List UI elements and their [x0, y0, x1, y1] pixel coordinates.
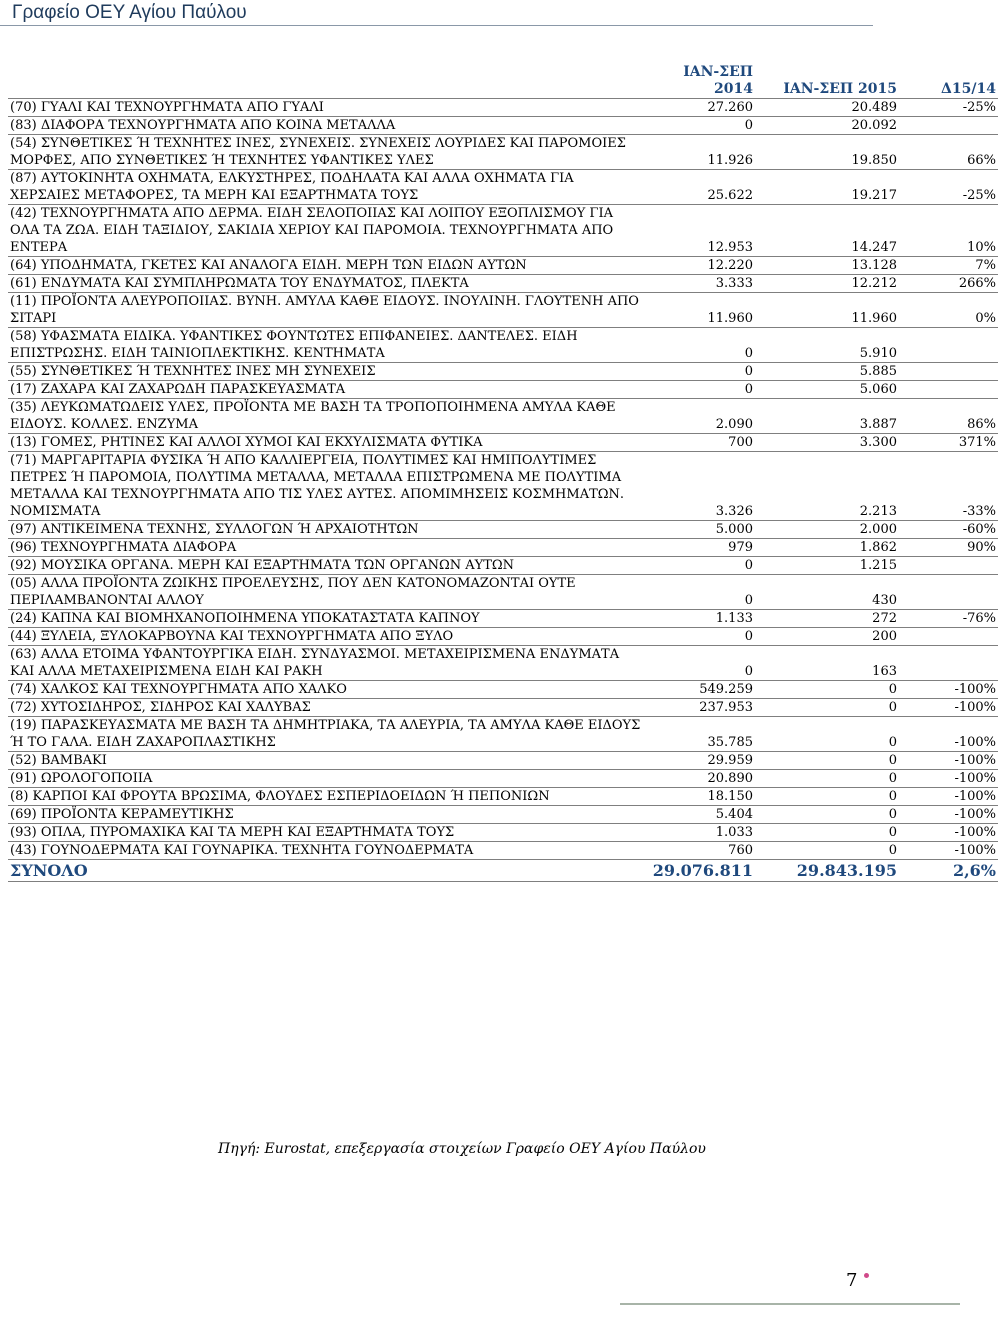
table-row: [8, 539, 998, 557]
table-row: [8, 293, 998, 328]
row-value-2015: 0: [755, 770, 899, 788]
row-value-2014: 760: [643, 842, 755, 860]
row-value-2015: 5.060: [755, 381, 899, 399]
row-name-cell: (97) ΑΝΤΙΚΕΙΜΕΝΑ ΤΕΧΝΗΣ, ΣΥΛΛΟΓΩΝ Ή ΑΡΧΑΙΟΤΗΤΩΝ: [8, 521, 643, 539]
table-row: [8, 770, 998, 788]
row-change: [899, 117, 998, 135]
row-value-2014: 0: [643, 381, 755, 399]
row-value-2014: 549.259: [643, 681, 755, 699]
row-name-cell: (71) ΜΑΡΓΑΡΙΤΑΡΙΑ ΦΥΣΙΚΑ Ή ΑΠΟ ΚΑΛΛΙΕΡΓΕΙΑ, ΠΟΛΥΤΙΜΕΣ ΚΑΙ ΗΜΙΠΟΛΥΤΙΜΕΣ ΠΕΤΡΕΣ Ή ΠΑΡΟΜΟΙΑ, ΠΟΛΥΤΙΜΑ ΜΕΤΑΛΛΑ, ΜΕΤΑΛΛΑ ΕΠΙΣΤΡΩΜΕΝΑ ΜΕ ΠΟΛΥΤΙΜΑ ΜΕΤΑΛΛΑ ΚΑΙ ΤΕΧΝΟΥΡΓΗΜΑΤΑ ΑΠΟ ΤΙΣ ΥΛΕΣ ΑΥΤΕΣ. ΑΠΟΜΙΜΗΣΕΙΣ ΚΟΣΜΗΜΑΤΩΝ. ΝΟΜΙΣΜΑΤΑ: [8, 452, 643, 521]
row-value-2015: 0: [755, 752, 899, 770]
row-value-2014: 11.960: [643, 293, 755, 328]
row-name-cell: (93) ΟΠΛΑ, ΠΥΡΟΜΑΧΙΚΑ ΚΑΙ ΤΑ ΜΕΡΗ ΚΑΙ ΕΞΑΡΤΗΜΑΤΑ ΤΟΥΣ: [8, 824, 643, 842]
row-value-2015: 20.489: [755, 99, 899, 117]
row-name-cell: (44) ΞΥΛΕΙΑ, ΞΥΛΟΚΑΡΒΟΥΝΑ ΚΑΙ ΤΕΧΝΟΥΡΓΗΜΑΤΑ ΑΠΟ ΞΥΛΟ: [8, 628, 643, 646]
row-value-2014: 0: [643, 117, 755, 135]
row-value-2015: 13.128: [755, 257, 899, 275]
table-row: [8, 717, 998, 752]
row-value-2014: 0: [643, 575, 755, 610]
row-value-2014: 0: [643, 328, 755, 363]
header-divider: [0, 25, 873, 26]
table-row: [8, 275, 998, 293]
row-value-2015: 0: [755, 681, 899, 699]
row-name-cell: (11) ΠΡΟΪΟΝΤΑ ΑΛΕΥΡΟΠΟΙΙΑΣ. ΒΥΝΗ. ΑΜΥΛΑ ΚΑΘΕ ΕΙΔΟΥΣ. ΙΝΟΥΛΙΝΗ. ΓΛΟΥΤΕΝΗ ΑΠΟ ΣΙΤΑΡΙ: [8, 293, 643, 328]
row-value-2015: 0: [755, 842, 899, 860]
row-change: -100%: [899, 824, 998, 842]
table-header-row: [8, 64, 998, 99]
row-value-2014: 11.926: [643, 135, 755, 170]
row-value-2014: 27.260: [643, 99, 755, 117]
row-change: -100%: [899, 842, 998, 860]
row-name-cell: (55) ΣΥΝΘΕΤΙΚΕΣ Ή ΤΕΧΝΗΤΕΣ ΙΝΕΣ ΜΗ ΣΥΝΕΧΕΙΣ: [8, 363, 643, 381]
row-change: 2,6%: [899, 860, 998, 882]
table-row: [8, 628, 998, 646]
row-name-cell: (54) ΣΥΝΘΕΤΙΚΕΣ Ή ΤΕΧΝΗΤΕΣ ΙΝΕΣ, ΣΥΝΕΧΕΙΣ. ΣΥΝΕΧΕΙΣ ΛΟΥΡΙΔΕΣ ΚΑΙ ΠΑΡΟΜΟΙΕΣ ΜΟΡΦΕΣ, ΑΠΟ ΣΥΝΘΕΤΙΚΕΣ Ή ΤΕΧΝΗΤΕΣ ΥΦΑΝΤΙΚΕΣ ΥΛΕΣ: [8, 135, 643, 170]
row-value-2014: 1.033: [643, 824, 755, 842]
row-value-2015: 3.887: [755, 399, 899, 434]
row-change: -100%: [899, 770, 998, 788]
table-row: [8, 135, 998, 170]
row-name-cell: (69) ΠΡΟΪΟΝΤΑ ΚΕΡΑΜΕΥΤΙΚΗΣ: [8, 806, 643, 824]
row-name-cell: (87) ΑΥΤΟΚΙΝΗΤΑ ΟΧΗΜΑΤΑ, ΕΛΚΥΣΤΗΡΕΣ, ΠΟΔΗΛΑΤΑ ΚΑΙ ΑΛΛΑ ΟΧΗΜΑΤΑ ΓΙΑ ΧΕΡΣΑΙΕΣ ΜΕΤΑΦΟΡΕΣ, ΤΑ ΜΕΡΗ ΚΑΙ ΕΞΑΡΤΗΜΑΤΑ ΤΟΥΣ: [8, 170, 643, 205]
table-row: [8, 99, 998, 117]
row-name-cell: ΣΥΝΟΛΟ: [8, 860, 643, 882]
row-value-2014: 0: [643, 646, 755, 681]
row-value-2015: 0: [755, 717, 899, 752]
row-value-2014: 18.150: [643, 788, 755, 806]
table-row: [8, 328, 998, 363]
row-value-2014: 0: [643, 628, 755, 646]
row-change: -60%: [899, 521, 998, 539]
row-change: 86%: [899, 399, 998, 434]
row-change: [899, 328, 998, 363]
row-value-2015: 19.217: [755, 170, 899, 205]
table-row: [8, 117, 998, 135]
row-value-2014: 237.953: [643, 699, 755, 717]
row-name-cell: (17) ΖΑΧΑΡΑ ΚΑΙ ΖΑΧΑΡΩΔΗ ΠΑΡΑΣΚΕΥΑΣΜΑΤΑ: [8, 381, 643, 399]
table-row: [8, 699, 998, 717]
row-value-2015: 1.215: [755, 557, 899, 575]
row-name-cell: (8) ΚΑΡΠΟΙ ΚΑΙ ΦΡΟΥΤΑ ΒΡΩΣΙΜΑ, ΦΛΟΥΔΕΣ ΕΣΠΕΡΙΔΟΕΙΔΩΝ Ή ΠΕΠΟΝΙΩΝ: [8, 788, 643, 806]
row-name-cell: (72) ΧΥΤΟΣΙΔΗΡΟΣ, ΣΙΔΗΡΟΣ ΚΑΙ ΧΑΛΥΒΑΣ: [8, 699, 643, 717]
row-value-2015: 2.213: [755, 452, 899, 521]
row-name-cell: (19) ΠΑΡΑΣΚΕΥΑΣΜΑΤΑ ΜΕ ΒΑΣΗ ΤΑ ΔΗΜΗΤΡΙΑΚΑ, ΤΑ ΑΛΕΥΡΙΑ, ΤΑ ΑΜΥΛΑ ΚΑΘΕ ΕΙΔΟΥΣ Ή ΤΟ ΓΑΛΑ. ΕΙΔΗ ΖΑΧΑΡΟΠΛΑΣΤΙΚΗΣ: [8, 717, 643, 752]
row-change: 266%: [899, 275, 998, 293]
total-row: [8, 860, 998, 882]
row-change: -25%: [899, 99, 998, 117]
table-row: [8, 646, 998, 681]
table-row: [8, 363, 998, 381]
row-change: -76%: [899, 610, 998, 628]
row-name-cell: (91) ΩΡΟΛΟΓΟΠΟΙΙΑ: [8, 770, 643, 788]
row-value-2015: 5.885: [755, 363, 899, 381]
row-change: [899, 381, 998, 399]
page-header-title: Γραφείο ΟΕΥ Αγίου Παύλου: [12, 2, 247, 23]
table-row: [8, 452, 998, 521]
source-note: Πηγή: Eurostat, επεξεργασία στοιχείων Γραφείο ΟΕΥ Αγίου Παύλου: [218, 1141, 706, 1157]
row-value-2015: 200: [755, 628, 899, 646]
table-row: [8, 824, 998, 842]
row-value-2015: 14.247: [755, 205, 899, 257]
row-change: [899, 646, 998, 681]
page-dot-icon: [864, 1273, 869, 1278]
row-change: -100%: [899, 752, 998, 770]
table-row: [8, 399, 998, 434]
table-row: [8, 610, 998, 628]
row-name-cell: (13) ΓΟΜΕΣ, ΡΗΤΙΝΕΣ ΚΑΙ ΑΛΛΟΙ ΧΥΜΟΙ ΚΑΙ ΕΚΧΥΛΙΣΜΑΤΑ ΦΥΤΙΚΑ: [8, 434, 643, 452]
row-value-2015: 0: [755, 788, 899, 806]
row-value-2014: 979: [643, 539, 755, 557]
row-change: 371%: [899, 434, 998, 452]
row-name-cell: (74) ΧΑΛΚΟΣ ΚΑΙ ΤΕΧΝΟΥΡΓΗΜΑΤΑ ΑΠΟ ΧΑΛΚΟ: [8, 681, 643, 699]
row-name-cell: (70) ΓΥΑΛΙ ΚΑΙ ΤΕΧΝΟΥΡΓΗΜΑΤΑ ΑΠΟ ΓΥΑΛΙ: [8, 99, 643, 117]
row-value-2015: 11.960: [755, 293, 899, 328]
row-value-2014: 3.326: [643, 452, 755, 521]
column-header-name: [8, 64, 643, 99]
row-value-2014: 1.133: [643, 610, 755, 628]
row-value-2015: 2.000: [755, 521, 899, 539]
footer-divider: [620, 1303, 960, 1305]
row-change: [899, 557, 998, 575]
row-value-2014: 12.953: [643, 205, 755, 257]
table-row: [8, 170, 998, 205]
row-change: 7%: [899, 257, 998, 275]
row-name-cell: (58) ΥΦΑΣΜΑΤΑ ΕΙΔΙΚΑ. ΥΦΑΝΤΙΚΕΣ ΦΟΥΝΤΩΤΕΣ ΕΠΙΦΑΝΕΙΕΣ. ΔΑΝΤΕΛΕΣ. ΕΙΔΗ ΕΠΙΣΤΡΩΣΗΣ. ΕΙΔΗ ΤΑΙΝΙΟΠΛΕΚΤΙΚΗΣ. ΚΕΝΤΗΜΑΤΑ: [8, 328, 643, 363]
row-name-cell: (05) ΑΛΛΑ ΠΡΟΪΟΝΤΑ ΖΩΙΚΗΣ ΠΡΟΕΛΕΥΣΗΣ, ΠΟΥ ΔΕΝ ΚΑΤΟΝΟΜΑΖΟΝΤΑΙ ΟΥΤΕ ΠΕΡΙΛΑΜΒΑΝΟΝΤΑΙ ΑΛΛΟΥ: [8, 575, 643, 610]
row-value-2014: 29.076.811: [643, 860, 755, 882]
row-value-2014: 3.333: [643, 275, 755, 293]
row-value-2015: 5.910: [755, 328, 899, 363]
column-header-change: Δ15/14: [899, 64, 998, 99]
page-number: 7: [846, 1270, 858, 1291]
row-change: -100%: [899, 681, 998, 699]
row-value-2015: 12.212: [755, 275, 899, 293]
row-value-2015: 3.300: [755, 434, 899, 452]
row-value-2014: 29.959: [643, 752, 755, 770]
row-value-2014: 25.622: [643, 170, 755, 205]
row-change: -100%: [899, 788, 998, 806]
row-name-cell: (64) ΥΠΟΔΗΜΑΤΑ, ΓΚΕΤΕΣ ΚΑΙ ΑΝΑΛΟΓΑ ΕΙΔΗ. ΜΕΡΗ ΤΩΝ ΕΙΔΩΝ ΑΥΤΩΝ: [8, 257, 643, 275]
row-name-cell: (92) ΜΟΥΣΙΚΑ ΟΡΓΑΝΑ. ΜΕΡΗ ΚΑΙ ΕΞΑΡΤΗΜΑΤΑ ΤΩΝ ΟΡΓΑΝΩΝ ΑΥΤΩΝ: [8, 557, 643, 575]
row-value-2015: 163: [755, 646, 899, 681]
row-name-cell: (52) ΒΑΜΒΑΚΙ: [8, 752, 643, 770]
row-value-2015: 0: [755, 699, 899, 717]
row-change: -100%: [899, 699, 998, 717]
table-row: [8, 842, 998, 860]
row-value-2014: 0: [643, 363, 755, 381]
row-change: 66%: [899, 135, 998, 170]
row-value-2014: 0: [643, 557, 755, 575]
table-row: [8, 752, 998, 770]
row-change: [899, 363, 998, 381]
row-change: -33%: [899, 452, 998, 521]
row-name-cell: (43) ΓΟΥΝΟΔΕΡΜΑΤΑ ΚΑΙ ΓΟΥΝΑΡΙΚΑ. ΤΕΧΝΗΤΑ ΓΟΥΝΟΔΕΡΜΑΤΑ: [8, 842, 643, 860]
row-change: -100%: [899, 717, 998, 752]
table-row: [8, 205, 998, 257]
row-value-2014: 2.090: [643, 399, 755, 434]
row-change: -25%: [899, 170, 998, 205]
row-value-2014: 35.785: [643, 717, 755, 752]
row-value-2015: 29.843.195: [755, 860, 899, 882]
row-value-2014: 5.404: [643, 806, 755, 824]
row-value-2014: 5.000: [643, 521, 755, 539]
table-row: [8, 788, 998, 806]
row-value-2014: 12.220: [643, 257, 755, 275]
row-value-2015: 272: [755, 610, 899, 628]
row-value-2015: 19.850: [755, 135, 899, 170]
row-name-cell: (96) ΤΕΧΝΟΥΡΓΗΜΑΤΑ ΔΙΑΦΟΡΑ: [8, 539, 643, 557]
row-value-2015: 0: [755, 824, 899, 842]
row-value-2014: 20.890: [643, 770, 755, 788]
table-row: [8, 521, 998, 539]
row-change: 90%: [899, 539, 998, 557]
row-name-cell: (83) ΔΙΑΦΟΡΑ ΤΕΧΝΟΥΡΓΗΜΑΤΑ ΑΠΟ ΚΟΙΝΑ ΜΕΤΑΛΛΑ: [8, 117, 643, 135]
row-change: [899, 575, 998, 610]
row-name-cell: (61) ΕΝΔΥΜΑΤΑ ΚΑΙ ΣΥΜΠΛΗΡΩΜΑΤΑ ΤΟΥ ΕΝΔΥΜΑΤΟΣ, ΠΛΕΚΤΑ: [8, 275, 643, 293]
row-change: -100%: [899, 806, 998, 824]
table-row: [8, 681, 998, 699]
column-header-2014: ΙΑΝ-ΣΕΠ 2014: [643, 64, 755, 99]
row-name-cell: (35) ΛΕΥΚΩΜΑΤΩΔΕΙΣ ΥΛΕΣ, ΠΡΟΪΟΝΤΑ ΜΕ ΒΑΣΗ ΤΑ ΤΡΟΠΟΠΟΙΗΜΕΝΑ ΑΜΥΛΑ ΚΑΘΕ ΕΙΔΟΥΣ. ΚΟΛΛΕΣ. ΕΝΖΥΜΑ: [8, 399, 643, 434]
row-change: 0%: [899, 293, 998, 328]
row-value-2015: 430: [755, 575, 899, 610]
row-change: 10%: [899, 205, 998, 257]
table-row: [8, 575, 998, 610]
table-row: [8, 257, 998, 275]
row-name-cell: (63) ΑΛΛΑ ΕΤΟΙΜΑ ΥΦΑΝΤΟΥΡΓΙΚΑ ΕΙΔΗ. ΣΥΝΔΥΑΣΜΟΙ. ΜΕΤΑΧΕΙΡΙΣΜΕΝΑ ΕΝΔΥΜΑΤΑ ΚΑΙ ΑΛΛΑ ΜΕΤΑΧΕΙΡΙΣΜΕΝΑ ΕΙΔΗ ΚΑΙ ΡΑΚΗ: [8, 646, 643, 681]
row-name-cell: (42) ΤΕΧΝΟΥΡΓΗΜΑΤΑ ΑΠΟ ΔΕΡΜΑ. ΕΙΔΗ ΣΕΛΟΠΟΙΙΑΣ ΚΑΙ ΛΟΙΠΟΥ ΕΞΟΠΛΙΣΜΟΥ ΓΙΑ ΟΛΑ ΤΑ ΖΩΑ. ΕΙΔΗ ΤΑΞΙΔΙΟΥ, ΣΑΚΙΔΙΑ ΧΕΡΙΟΥ ΚΑΙ ΠΑΡΟΜΟΙΑ. ΤΕΧΝΟΥΡΓΗΜΑΤΑ ΑΠΟ ΕΝΤΕΡΑ: [8, 205, 643, 257]
row-change: [899, 628, 998, 646]
row-value-2015: 0: [755, 806, 899, 824]
table-row: [8, 381, 998, 399]
table-row: [8, 434, 998, 452]
row-value-2014: 700: [643, 434, 755, 452]
table-row: [8, 806, 998, 824]
trade-table: [8, 64, 998, 882]
row-value-2015: 20.092: [755, 117, 899, 135]
row-name-cell: (24) ΚΑΠΝΑ ΚΑΙ ΒΙΟΜΗΧΑΝΟΠΟΙΗΜΕΝΑ ΥΠΟΚΑΤΑΣΤΑΤΑ ΚΑΠΝΟΥ: [8, 610, 643, 628]
column-header-2015: ΙΑΝ-ΣΕΠ 2015: [755, 64, 899, 99]
table-row: [8, 557, 998, 575]
row-value-2015: 1.862: [755, 539, 899, 557]
